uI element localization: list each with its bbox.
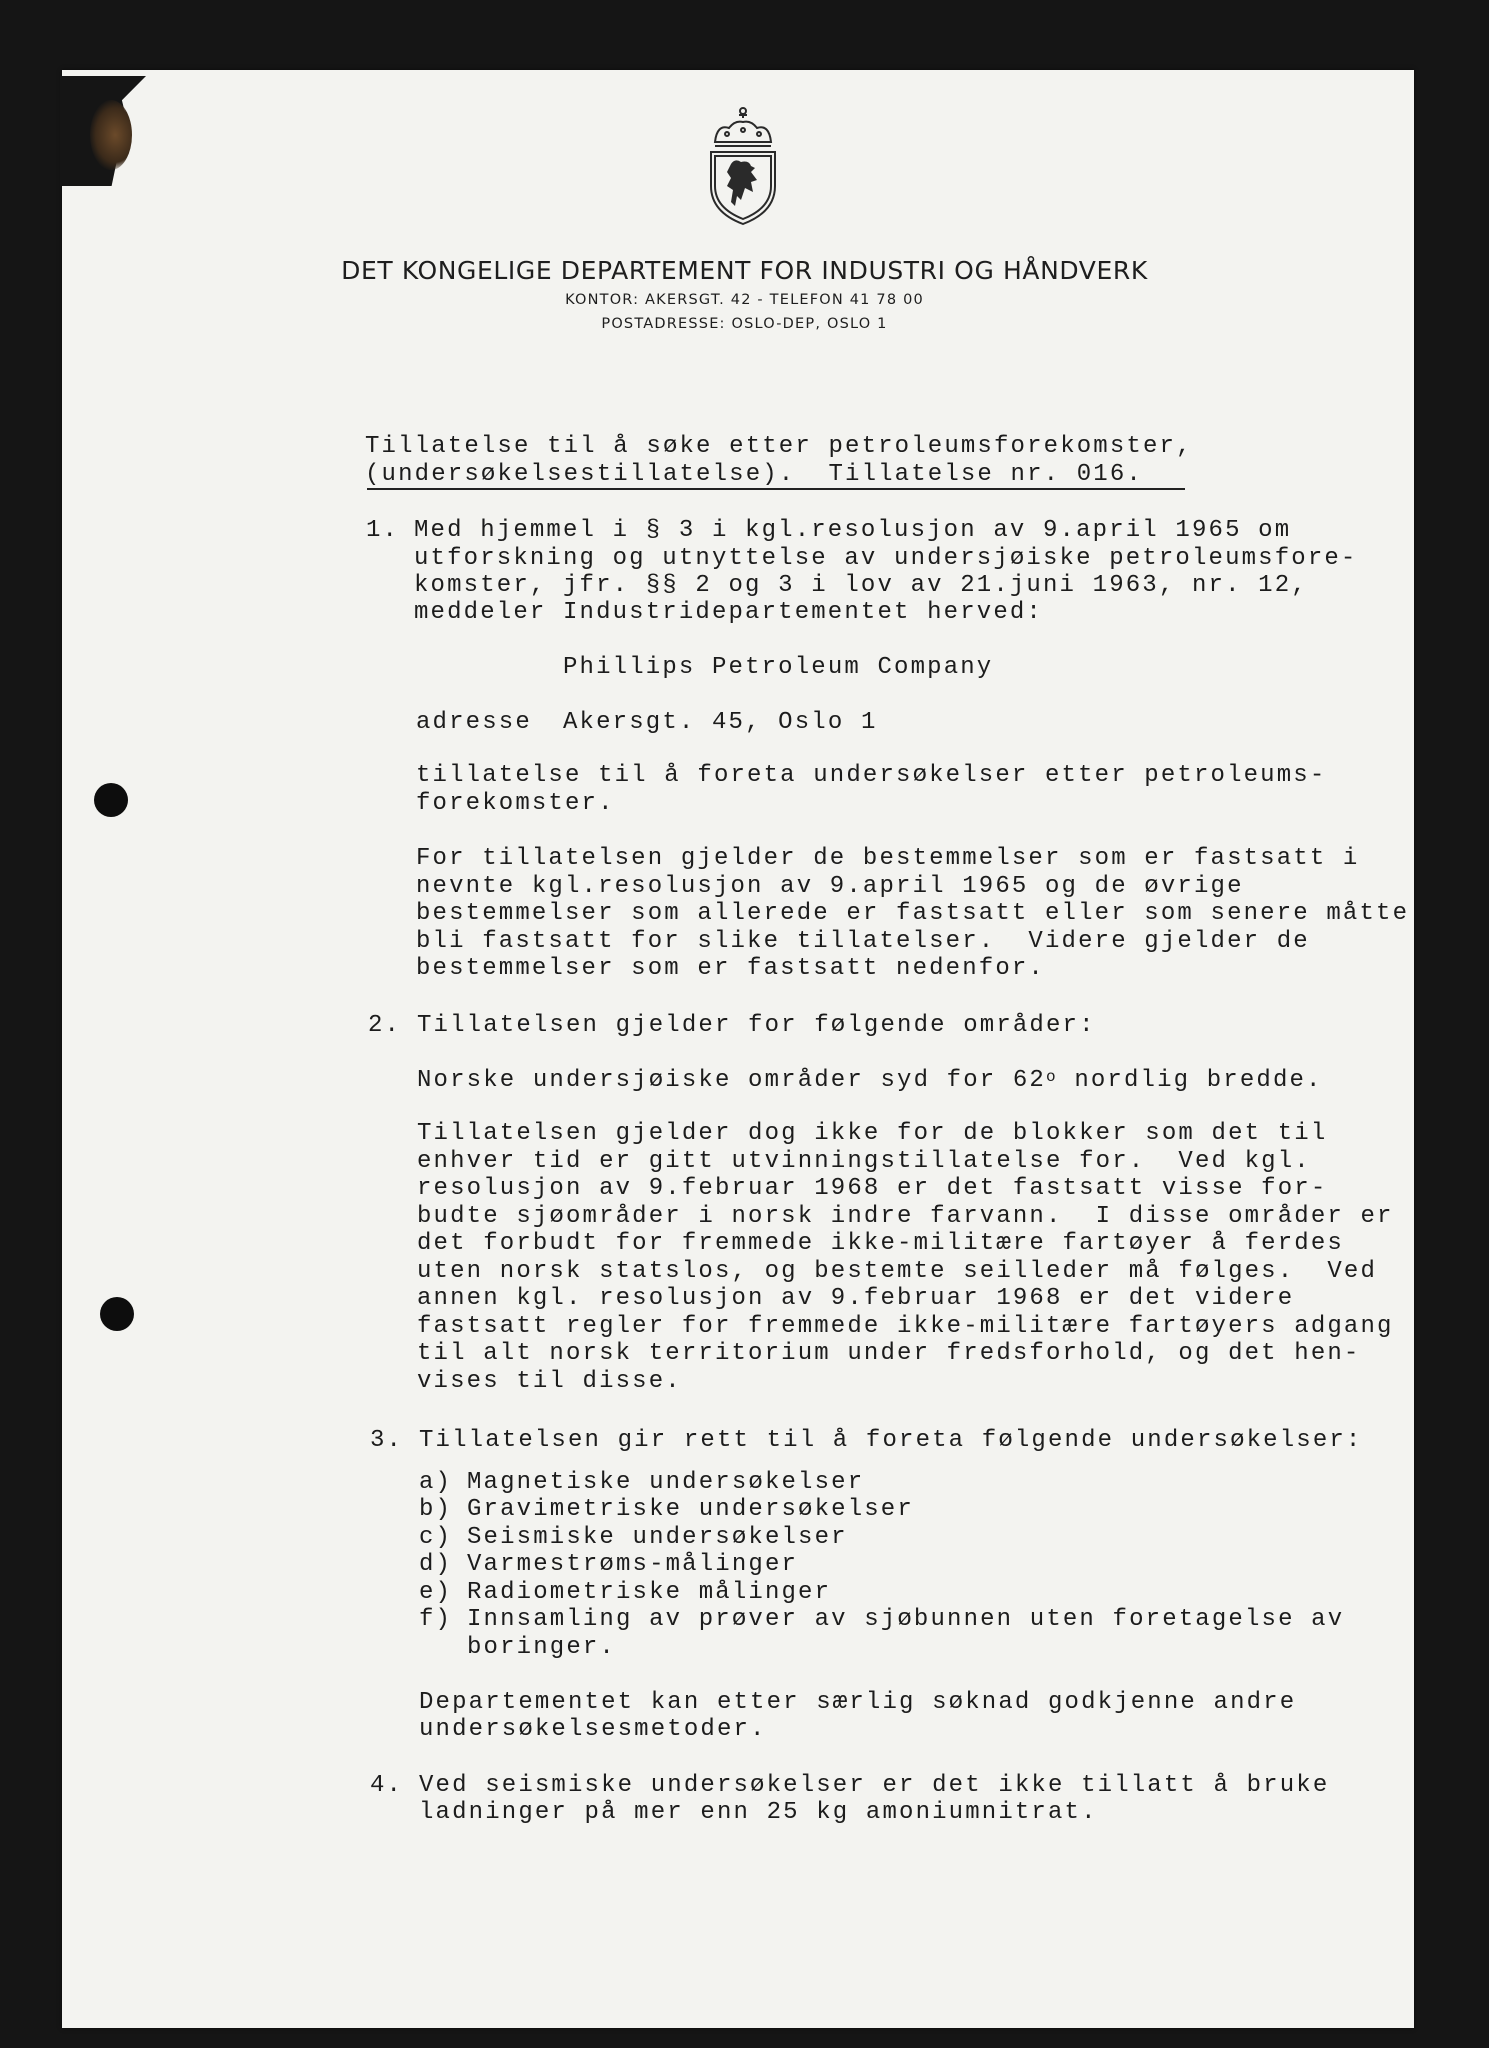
list-item-label: b) [419,1496,453,1523]
section1-grant-line: tillatelse til å foreta undersøkelser etter petroleums- [416,762,1327,789]
title-line-1: Tillatelse til å søke etter petroleumsforekomster, [365,433,1193,460]
section2-exception-line: uten norsk statslos, og bestemte seilleder må følges. Ved [417,1258,1378,1285]
address-label: adresse [416,709,532,736]
section2-area [417,1067,1323,1095]
paper-stain [90,100,132,170]
company-name: Phillips Petroleum Company [563,654,994,681]
list-item-label: a) [419,1469,453,1496]
title-line-2: (undersøkelsestillatelse). Tillatelse nr. 016. [365,461,1143,488]
company-address: Akersgt. 45, Oslo 1 [563,709,878,736]
list-item: Magnetiske undersøkelser [467,1469,865,1496]
section1-conditions-line: bestemmelser som allerede er fastsatt eller som senere måtte [416,900,1410,927]
section-number: 4. [370,1772,404,1799]
list-item-label: f) [419,1606,453,1633]
list-item: Gravimetriske undersøkelser [467,1496,914,1523]
list-item: Innsamling av prøver av sjøbunnen uten foretagelse av [467,1606,1345,1633]
list-item: Radiometriske målinger [467,1579,832,1606]
section2-exception-line: enhver tid er gitt utvinningstillatelse for. Ved kgl. [417,1148,1311,1175]
list-item-continuation: boringer. [467,1634,616,1661]
section1-intro-line: Med hjemmel i § 3 i kgl.resolusjon av 9.april 1965 om [414,517,1292,544]
section1-conditions-line: bli fastsatt for slike tillatelser. Videre gjelder de [416,928,1310,955]
section1-intro-line: komster, jfr. §§ 2 og 3 i lov av 21.juni 1963, nr. 12, [414,572,1308,599]
section-number: 2. [368,1012,402,1039]
list-item: Seismiske undersøkelser [467,1524,848,1551]
section4-line: ladninger på mer enn 25 kg amoniumnitrat. [419,1799,1098,1826]
title-underline [367,488,1185,490]
list-item-label: c) [419,1524,453,1551]
section2-exception-line: Tillatelsen gjelder dog ikke for de blokker som det til [417,1120,1328,1147]
section3-other-line: Departementet kan etter særlig søknad godkjenne andre [419,1689,1297,1716]
punch-hole-top [94,783,128,817]
section1-intro-line: meddeler Industridepartementet herved: [414,599,1043,626]
section1-conditions-line: bestemmelser som er fastsatt nedenfor. [416,955,1045,982]
section3-heading: Tillatelsen gir rett til å foreta følgende undersøkelser: [419,1427,1363,1454]
section1-conditions-line: nevnte kgl.resolusjon av 9.april 1965 og de øvrige [416,873,1244,900]
section2-heading: Tillatelsen gjelder for følgende områder: [417,1012,1096,1039]
section3-other-line: undersøkelsesmetoder. [419,1716,767,1743]
department-name: DET KONGELIGE DEPARTEMENT FOR INDUSTRI OG HÅNDVERK [341,256,1148,285]
section1-grant-line: forekomster. [416,790,615,817]
section2-exception-line: budte sjøområder i norsk indre farvann. I disse områder er [417,1203,1394,1230]
punch-hole-bottom [100,1297,134,1331]
degree-sign: o [1046,1068,1058,1086]
section4-line: Ved seismiske undersøkelser er det ikke tillatt å bruke [419,1772,1330,1799]
section-number: 1. [366,517,400,544]
section2-exception-line: resolusjon av 9.februar 1968 er det fastsatt visse for- [417,1175,1328,1202]
section2-exception-line: det forbudt for fremmede ikke-militære fartøyer å ferdes [417,1230,1344,1257]
section2-exception-line: fastsatt regler for fremmede ikke-militære fartøyers adgang [417,1313,1394,1340]
section2-exception-line: vises til disse. [417,1368,682,1395]
list-item: Varmestrøms-målinger [467,1551,799,1578]
section-number: 3. [370,1427,404,1454]
list-item-label: d) [419,1551,453,1578]
section2-exception-line: annen kgl. resolusjon av 9.februar 1968 er det videre [417,1285,1295,1312]
section1-conditions-line: For tillatelsen gjelder de bestemmelser som er fastsatt i [416,845,1360,872]
coat-of-arms-icon [705,106,781,228]
list-item-label: e) [419,1579,453,1606]
office-address: KONTOR: AKERSGT. 42 - TELEFON 41 78 00 [565,292,924,308]
section1-intro-line: utforskning og utnyttelse av undersjøiske petroleumsfore- [414,545,1358,572]
section2-area-text-end: nordlig bredde. [1057,1067,1323,1094]
postal-address: POSTADRESSE: OSLO-DEP, OSLO 1 [601,316,888,332]
section2-area-text: Norske undersjøiske områder syd for 62 [417,1067,1046,1094]
section2-exception-line: til alt norsk territorium under fredsforhold, og det hen- [417,1340,1361,1367]
